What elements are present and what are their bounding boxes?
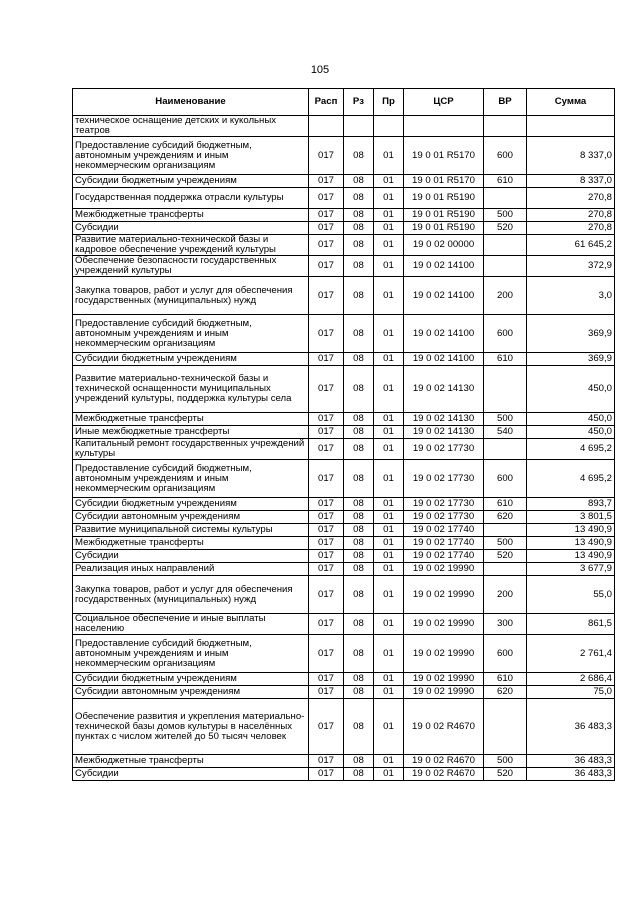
cell-rz: 08: [344, 235, 374, 256]
cell-vr: 600: [484, 635, 527, 673]
cell-sum: 3,0: [527, 277, 615, 315]
cell-vr: [484, 366, 527, 413]
cell-vr: 520: [484, 222, 527, 235]
table-row: [73, 137, 615, 175]
cell-pr: 01: [374, 550, 404, 563]
cell-rz: 08: [344, 353, 374, 366]
budget-table: [72, 88, 615, 781]
cell-rz: 08: [344, 550, 374, 563]
cell-pr: 01: [374, 315, 404, 353]
table-row: [73, 498, 615, 511]
cell-name: Субсидии автономным учреждениям: [73, 511, 309, 524]
cell-sum: 3 677,9: [527, 563, 615, 576]
cell-sum: 55,0: [527, 576, 615, 614]
header-sum: Сумма: [527, 89, 615, 116]
cell-rz: 08: [344, 673, 374, 686]
cell-name: Субсидии бюджетным учреждениям: [73, 353, 309, 366]
cell-csr: [404, 116, 484, 137]
cell-rasp: 017: [309, 413, 344, 426]
cell-sum: 36 483,3: [527, 755, 615, 768]
cell-pr: 01: [374, 175, 404, 188]
table-row: [73, 550, 615, 563]
cell-rasp: 017: [309, 768, 344, 781]
table-row: [73, 755, 615, 768]
cell-name: Межбюджетные трансферты: [73, 413, 309, 426]
cell-vr: 600: [484, 137, 527, 175]
cell-csr: 19 0 02 19990: [404, 635, 484, 673]
cell-rasp: 017: [309, 175, 344, 188]
cell-rasp: 017: [309, 235, 344, 256]
table-row: [73, 439, 615, 460]
cell-rz: 08: [344, 175, 374, 188]
cell-rz: 08: [344, 413, 374, 426]
cell-csr: 19 0 01 R5190: [404, 209, 484, 222]
cell-csr: 19 0 02 19990: [404, 614, 484, 635]
table-row: [73, 426, 615, 439]
cell-vr: 500: [484, 755, 527, 768]
table-row: [73, 116, 615, 137]
cell-sum: 36 483,3: [527, 768, 615, 781]
cell-csr: 19 0 02 17740: [404, 550, 484, 563]
cell-rz: 08: [344, 277, 374, 315]
cell-name: Предоставление субсидий бюджетным, автономным учреждениям и иным некоммерческим организациям: [73, 635, 309, 673]
cell-rz: 08: [344, 768, 374, 781]
cell-csr: 19 0 02 19990: [404, 576, 484, 614]
header-vr: ВР: [484, 89, 527, 116]
cell-rasp: 017: [309, 563, 344, 576]
table-body: [73, 116, 615, 781]
cell-pr: 01: [374, 673, 404, 686]
cell-name: Обеспечение безопасности государственных учреждений культуры: [73, 256, 309, 277]
cell-rasp: 017: [309, 277, 344, 315]
cell-name: Развитие материально-технической базы и технической оснащенности муниципальных учреждений культуры, поддержка культуры села: [73, 366, 309, 413]
cell-vr: [484, 699, 527, 755]
cell-vr: [484, 235, 527, 256]
table-header-row: [73, 89, 615, 116]
cell-name: Развитие муниципальной системы культуры: [73, 524, 309, 537]
cell-vr: 620: [484, 686, 527, 699]
header-csr: ЦСР: [404, 89, 484, 116]
cell-rasp: 017: [309, 699, 344, 755]
table-row: [73, 209, 615, 222]
cell-rz: 08: [344, 137, 374, 175]
cell-vr: [484, 116, 527, 137]
cell-rasp: 017: [309, 498, 344, 511]
table-row: [73, 188, 615, 209]
cell-csr: 19 0 02 19990: [404, 563, 484, 576]
cell-rasp: 017: [309, 673, 344, 686]
cell-vr: 200: [484, 576, 527, 614]
cell-name: Закупка товаров, работ и услуг для обеспечения государственных (муниципальных) нужд: [73, 576, 309, 614]
cell-name: Социальное обеспечение и иные выплаты населению: [73, 614, 309, 635]
cell-name: Субсидии: [73, 550, 309, 563]
cell-sum: 372,9: [527, 256, 615, 277]
cell-csr: 19 0 01 R5190: [404, 188, 484, 209]
cell-vr: 500: [484, 413, 527, 426]
table-row: [73, 366, 615, 413]
page-number: 105: [310, 64, 330, 76]
cell-pr: 01: [374, 439, 404, 460]
cell-csr: 19 0 02 R4670: [404, 699, 484, 755]
cell-vr: 500: [484, 209, 527, 222]
cell-pr: 01: [374, 256, 404, 277]
cell-rz: 08: [344, 366, 374, 413]
cell-vr: 610: [484, 353, 527, 366]
cell-rz: [344, 116, 374, 137]
cell-rz: 08: [344, 460, 374, 498]
cell-rz: 08: [344, 315, 374, 353]
cell-rz: 08: [344, 524, 374, 537]
cell-rasp: 017: [309, 524, 344, 537]
cell-rz: 08: [344, 209, 374, 222]
cell-pr: 01: [374, 755, 404, 768]
cell-name: Реализация иных направлений: [73, 563, 309, 576]
cell-pr: 01: [374, 366, 404, 413]
cell-rasp: 017: [309, 439, 344, 460]
cell-csr: 19 0 02 14100: [404, 315, 484, 353]
cell-pr: 01: [374, 277, 404, 315]
cell-csr: 19 0 02 17740: [404, 524, 484, 537]
cell-rz: 08: [344, 498, 374, 511]
cell-rz: 08: [344, 614, 374, 635]
cell-sum: 13 490,9: [527, 537, 615, 550]
cell-rasp: 017: [309, 511, 344, 524]
cell-csr: 19 0 02 14100: [404, 353, 484, 366]
cell-vr: 540: [484, 426, 527, 439]
cell-vr: 600: [484, 460, 527, 498]
cell-name: Субсидии бюджетным учреждениям: [73, 673, 309, 686]
cell-pr: 01: [374, 413, 404, 426]
cell-csr: 19 0 01 R5170: [404, 137, 484, 175]
cell-rasp: 017: [309, 614, 344, 635]
cell-rasp: [309, 116, 344, 137]
cell-rasp: 017: [309, 315, 344, 353]
cell-name: Межбюджетные трансферты: [73, 755, 309, 768]
cell-csr: 19 0 02 17730: [404, 498, 484, 511]
header-pr: Пр: [374, 89, 404, 116]
cell-sum: 270,8: [527, 188, 615, 209]
cell-rasp: 017: [309, 755, 344, 768]
cell-name: Субсидии бюджетным учреждениям: [73, 498, 309, 511]
cell-rasp: 017: [309, 222, 344, 235]
cell-csr: 19 0 02 19990: [404, 686, 484, 699]
cell-vr: 610: [484, 673, 527, 686]
cell-rz: 08: [344, 511, 374, 524]
cell-pr: 01: [374, 576, 404, 614]
cell-rasp: 017: [309, 460, 344, 498]
cell-pr: 01: [374, 353, 404, 366]
cell-rz: 08: [344, 256, 374, 277]
cell-pr: [374, 116, 404, 137]
cell-sum: 2 761,4: [527, 635, 615, 673]
cell-pr: 01: [374, 563, 404, 576]
table-row: [73, 235, 615, 256]
cell-vr: [484, 188, 527, 209]
cell-csr: 19 0 02 14130: [404, 413, 484, 426]
cell-sum: 8 337,0: [527, 175, 615, 188]
table-row: [73, 524, 615, 537]
table-row: [73, 635, 615, 673]
cell-csr: 19 0 02 R4670: [404, 755, 484, 768]
cell-rz: 08: [344, 439, 374, 460]
cell-name: Обеспечение развития и укрепления материально-технической базы домов культуры в населённых пунктах с числом жителей до 50 тысяч человек: [73, 699, 309, 755]
cell-sum: 61 645,2: [527, 235, 615, 256]
cell-name: Предоставление субсидий бюджетным, автономным учреждениям и иным некоммерческим организациям: [73, 460, 309, 498]
cell-pr: 01: [374, 426, 404, 439]
cell-csr: 19 0 02 14130: [404, 366, 484, 413]
cell-name: Предоставление субсидий бюджетным, автономным учреждениям и иным некоммерческим организациям: [73, 315, 309, 353]
cell-name: Субсидии: [73, 768, 309, 781]
cell-sum: [527, 116, 615, 137]
header-name: Наименование: [73, 89, 309, 116]
cell-vr: 300: [484, 614, 527, 635]
cell-csr: 19 0 02 17740: [404, 537, 484, 550]
cell-rasp: 017: [309, 537, 344, 550]
cell-sum: 36 483,3: [527, 699, 615, 755]
cell-csr: 19 0 02 14100: [404, 277, 484, 315]
table-row: [73, 413, 615, 426]
cell-rasp: 017: [309, 550, 344, 563]
cell-rasp: 017: [309, 353, 344, 366]
cell-rasp: 017: [309, 366, 344, 413]
table-row: [73, 222, 615, 235]
header-rz: Рз: [344, 89, 374, 116]
cell-rasp: 017: [309, 576, 344, 614]
cell-vr: [484, 524, 527, 537]
cell-vr: 200: [484, 277, 527, 315]
table-row: [73, 315, 615, 353]
cell-rz: 08: [344, 576, 374, 614]
cell-pr: 01: [374, 209, 404, 222]
cell-sum: 450,0: [527, 366, 615, 413]
cell-sum: 369,9: [527, 315, 615, 353]
cell-sum: 270,8: [527, 209, 615, 222]
cell-rz: 08: [344, 426, 374, 439]
cell-rasp: 017: [309, 137, 344, 175]
cell-rasp: 017: [309, 209, 344, 222]
cell-pr: 01: [374, 699, 404, 755]
cell-sum: 4 695,2: [527, 439, 615, 460]
table-row: [73, 563, 615, 576]
table-row: [73, 353, 615, 366]
cell-vr: 610: [484, 175, 527, 188]
cell-sum: 13 490,9: [527, 524, 615, 537]
cell-rasp: 017: [309, 686, 344, 699]
cell-name: Субсидии: [73, 222, 309, 235]
cell-rasp: 017: [309, 256, 344, 277]
cell-name: Предоставление субсидий бюджетным, автономным учреждениям и иным некоммерческим организациям: [73, 137, 309, 175]
cell-vr: 610: [484, 498, 527, 511]
cell-csr: 19 0 02 14130: [404, 426, 484, 439]
cell-name: Развитие материально-технической базы и кадровое обеспечение учреждений культуры: [73, 235, 309, 256]
cell-name: Иные межбюджетные трансферты: [73, 426, 309, 439]
cell-rz: 08: [344, 563, 374, 576]
cell-pr: 01: [374, 222, 404, 235]
cell-csr: 19 0 02 17730: [404, 511, 484, 524]
cell-pr: 01: [374, 498, 404, 511]
cell-name: Межбюджетные трансферты: [73, 537, 309, 550]
table-row: [73, 614, 615, 635]
cell-rz: 08: [344, 755, 374, 768]
cell-pr: 01: [374, 768, 404, 781]
cell-pr: 01: [374, 614, 404, 635]
cell-rasp: 017: [309, 188, 344, 209]
cell-sum: 861,5: [527, 614, 615, 635]
cell-sum: 3 801,5: [527, 511, 615, 524]
table-row: [73, 673, 615, 686]
table-row: [73, 175, 615, 188]
cell-vr: 620: [484, 511, 527, 524]
cell-name: Капитальный ремонт государственных учреждений культуры: [73, 439, 309, 460]
cell-pr: 01: [374, 460, 404, 498]
table-row: [73, 256, 615, 277]
cell-vr: 520: [484, 768, 527, 781]
cell-rz: 08: [344, 686, 374, 699]
cell-name: Государственная поддержка отрасли культуры: [73, 188, 309, 209]
cell-sum: 13 490,9: [527, 550, 615, 563]
cell-sum: 2 686,4: [527, 673, 615, 686]
table-row: [73, 537, 615, 550]
cell-vr: [484, 563, 527, 576]
cell-pr: 01: [374, 137, 404, 175]
cell-rz: 08: [344, 222, 374, 235]
cell-csr: 19 0 02 14100: [404, 256, 484, 277]
cell-pr: 01: [374, 537, 404, 550]
cell-name: Межбюджетные трансферты: [73, 209, 309, 222]
cell-sum: 8 337,0: [527, 137, 615, 175]
cell-pr: 01: [374, 686, 404, 699]
table-row: [73, 511, 615, 524]
cell-csr: 19 0 02 19990: [404, 673, 484, 686]
cell-csr: 19 0 01 R5190: [404, 222, 484, 235]
table-row: [73, 460, 615, 498]
cell-rasp: 017: [309, 635, 344, 673]
cell-csr: 19 0 02 00000: [404, 235, 484, 256]
cell-pr: 01: [374, 524, 404, 537]
table-row: [73, 686, 615, 699]
cell-sum: 450,0: [527, 413, 615, 426]
header-rasp: Расп: [309, 89, 344, 116]
cell-vr: [484, 439, 527, 460]
table-row: [73, 768, 615, 781]
table-row: [73, 699, 615, 755]
cell-pr: 01: [374, 635, 404, 673]
cell-vr: 500: [484, 537, 527, 550]
cell-name: техническое оснащение детских и кукольных театров: [73, 116, 309, 137]
cell-name: Субсидии автономным учреждениям: [73, 686, 309, 699]
cell-rz: 08: [344, 699, 374, 755]
cell-csr: 19 0 02 17730: [404, 460, 484, 498]
cell-sum: 270,8: [527, 222, 615, 235]
cell-vr: 520: [484, 550, 527, 563]
cell-vr: [484, 256, 527, 277]
cell-vr: 600: [484, 315, 527, 353]
cell-csr: 19 0 02 17730: [404, 439, 484, 460]
cell-csr: 19 0 02 R4670: [404, 768, 484, 781]
cell-sum: 4 695,2: [527, 460, 615, 498]
cell-rz: 08: [344, 188, 374, 209]
cell-sum: 369,9: [527, 353, 615, 366]
cell-name: Закупка товаров, работ и услуг для обеспечения государственных (муниципальных) нужд: [73, 277, 309, 315]
cell-sum: 450,0: [527, 426, 615, 439]
cell-sum: 893,7: [527, 498, 615, 511]
cell-sum: 75,0: [527, 686, 615, 699]
table-row: [73, 576, 615, 614]
cell-rz: 08: [344, 537, 374, 550]
cell-pr: 01: [374, 511, 404, 524]
cell-pr: 01: [374, 188, 404, 209]
cell-pr: 01: [374, 235, 404, 256]
table-row: [73, 277, 615, 315]
cell-name: Субсидии бюджетным учреждениям: [73, 175, 309, 188]
cell-csr: 19 0 01 R5170: [404, 175, 484, 188]
cell-rasp: 017: [309, 426, 344, 439]
cell-rz: 08: [344, 635, 374, 673]
